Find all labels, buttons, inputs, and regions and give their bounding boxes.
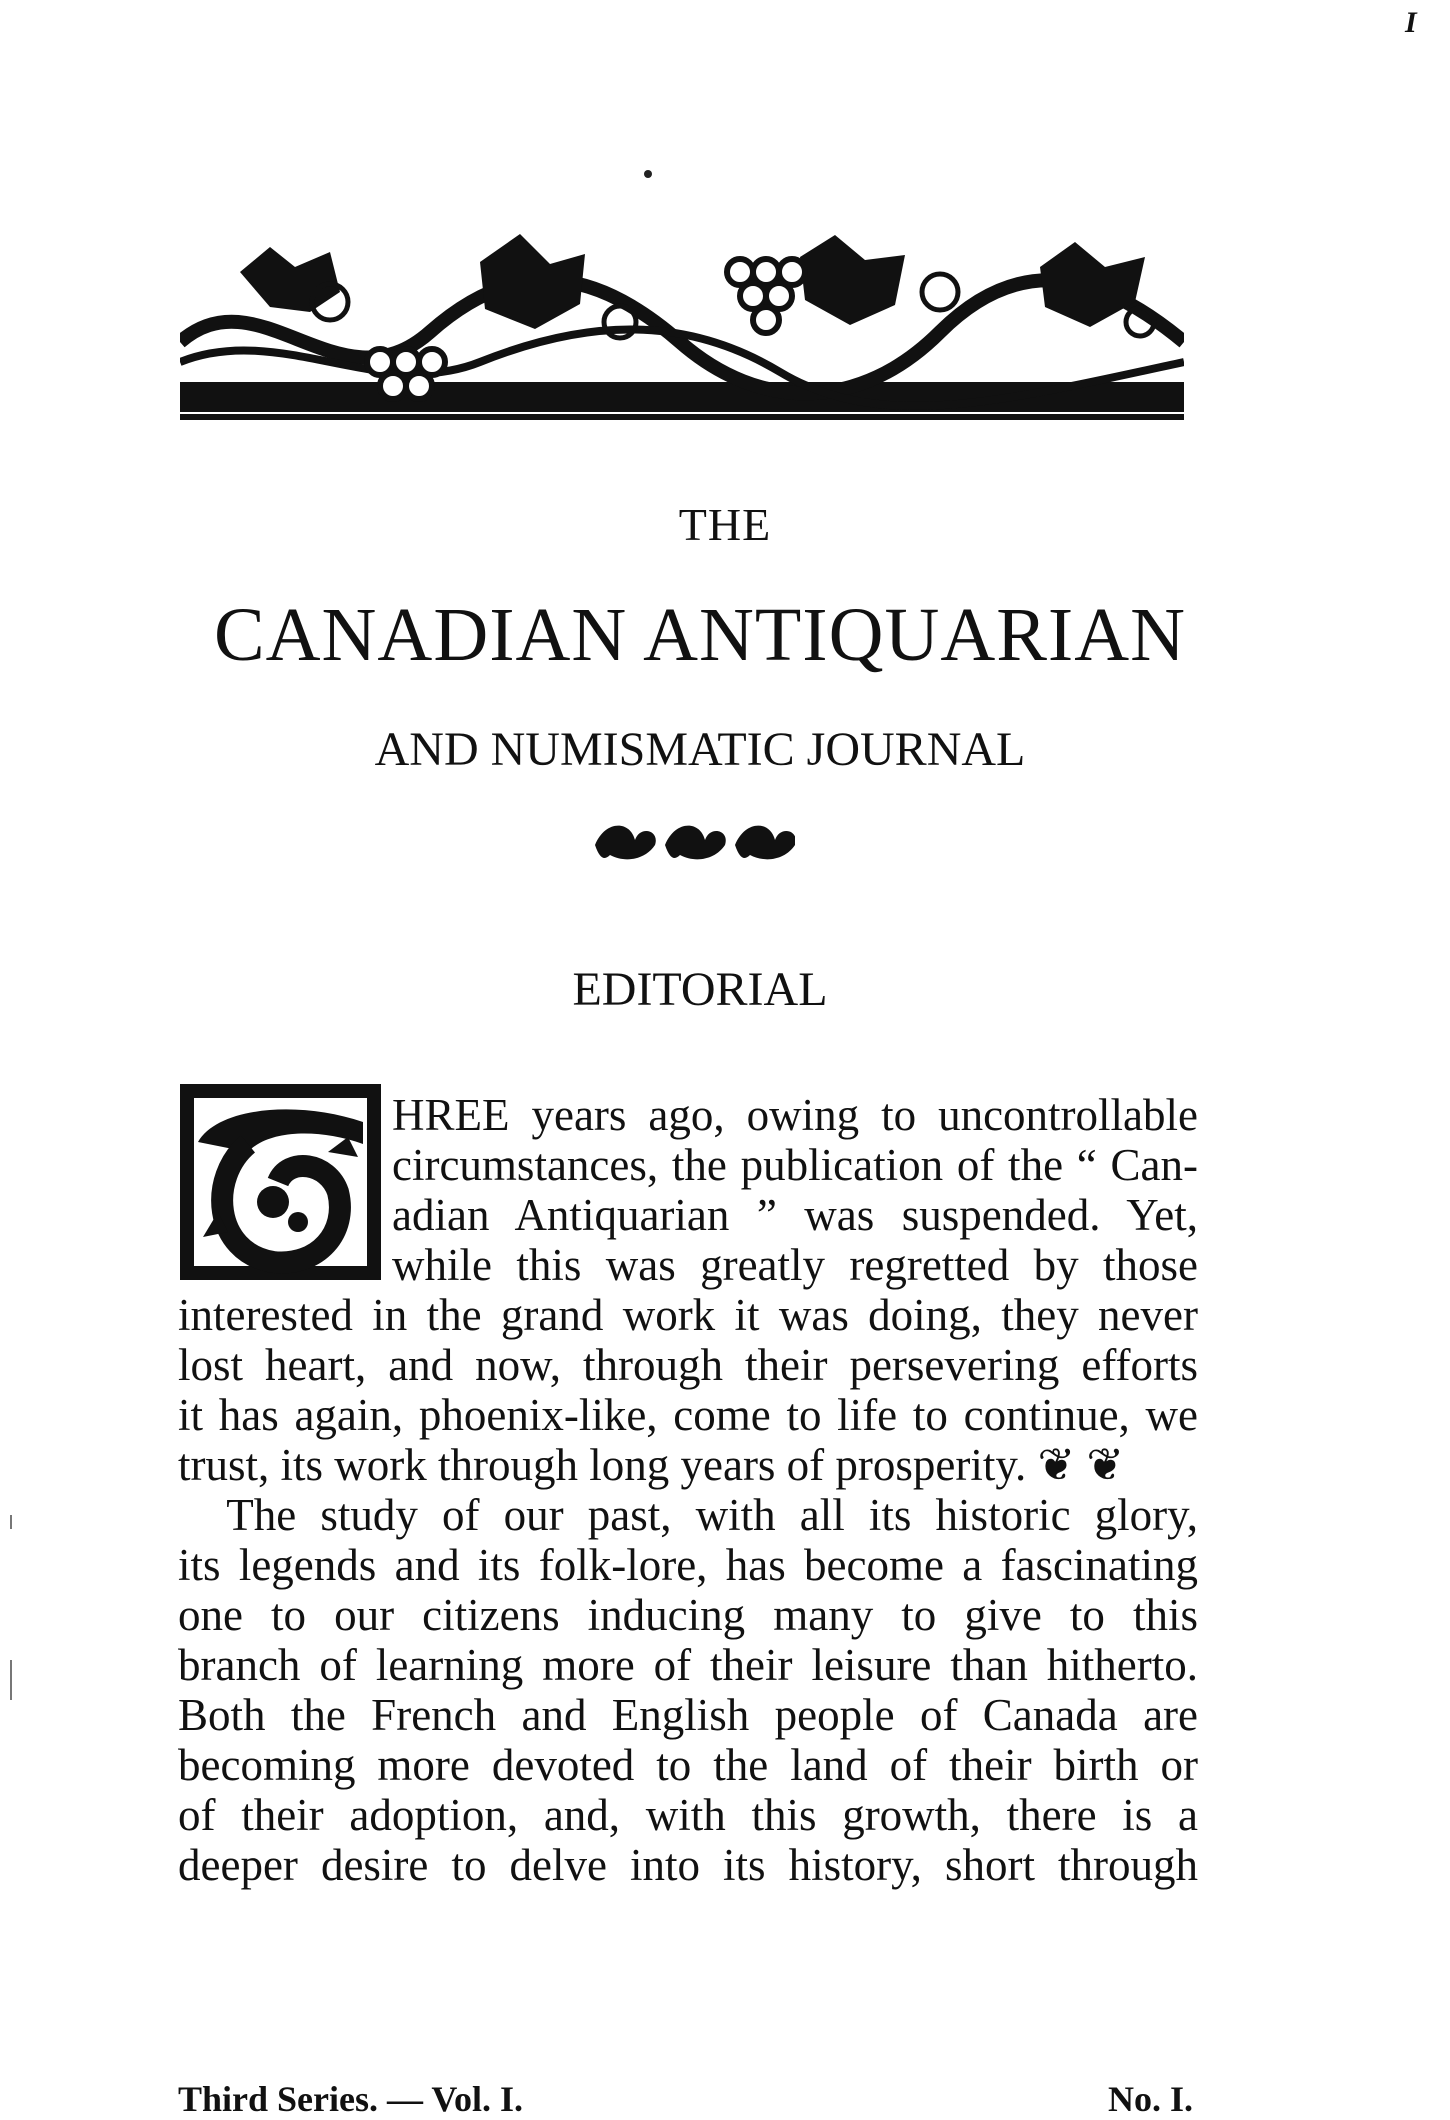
body-line: Both the French and English people of Canada are bbox=[178, 1690, 1198, 1740]
vine-headpiece-ornament bbox=[180, 232, 1184, 434]
print-speck bbox=[644, 170, 652, 178]
body-line: becoming more devoted to the land of their birth or bbox=[178, 1740, 1198, 1790]
body-line: interested in the grand work it was doing, they never bbox=[178, 1290, 1198, 1340]
body-line: its legends and its folk-lore, has become a fascinating bbox=[178, 1540, 1198, 1590]
fleuron-ornament bbox=[585, 810, 795, 870]
journal-title-the: THE bbox=[678, 499, 772, 550]
body-line: of their adoption, and, with this growth, there is a bbox=[178, 1790, 1198, 1840]
body-line: lost heart, and now, through their persevering efforts bbox=[178, 1340, 1198, 1390]
body-line: deeper desire to delve into its history, short through bbox=[178, 1840, 1198, 1890]
section-heading: EDITORIAL bbox=[572, 963, 828, 1016]
body-line: adian Antiquarian ” was suspended. Yet, bbox=[392, 1190, 1198, 1240]
body-line: branch of learning more of their leisure than hitherto. bbox=[178, 1640, 1198, 1690]
footer-series-volume: Third Series. — Vol. I. bbox=[178, 2079, 524, 2119]
scan-margin-mark bbox=[10, 1660, 12, 1700]
body-line: The study of our past, with all its historic glory, bbox=[178, 1490, 1198, 1540]
body-line: trust, its work through long years of prosperity. ❦ ❦ bbox=[178, 1440, 1125, 1490]
body-line: circumstances, the publication of the “ Can- bbox=[392, 1140, 1198, 1190]
body-line: while this was greatly regretted by those bbox=[392, 1240, 1198, 1290]
body-line: HREE years ago, owing to uncontrollable bbox=[392, 1090, 1198, 1140]
drop-cap-ornament bbox=[178, 1082, 383, 1282]
scan-margin-mark bbox=[10, 1515, 12, 1529]
journal-subtitle: AND NUMISMATIC JOURNAL bbox=[374, 723, 1026, 776]
journal-title: CANADIAN ANTIQUARIAN bbox=[213, 593, 1187, 677]
body-line: one to our citizens inducing many to give to this bbox=[178, 1590, 1198, 1640]
page-number: I bbox=[1405, 6, 1417, 39]
footer-issue-number: No. I. bbox=[1108, 2079, 1194, 2119]
body-line: it has again, phoenix-like, come to life to continue, we bbox=[178, 1390, 1198, 1440]
